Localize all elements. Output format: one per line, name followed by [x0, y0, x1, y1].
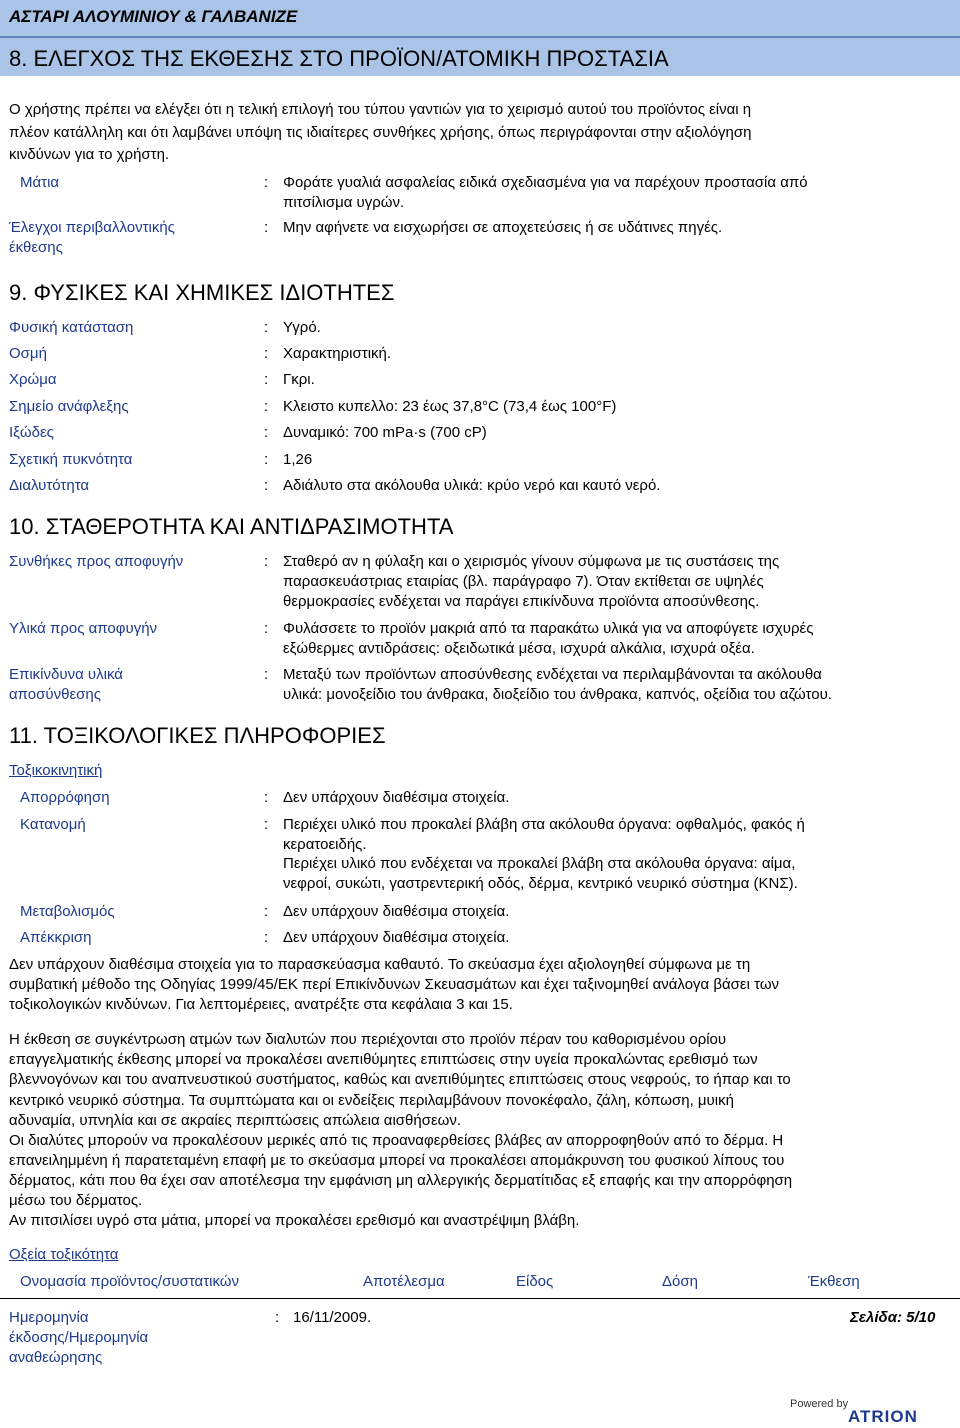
colon: :	[264, 477, 269, 494]
prop-value: Υγρό.	[283, 319, 321, 336]
atrion-logo	[790, 1398, 950, 1426]
logo-brand: ATRION	[848, 1407, 918, 1426]
footer-date-label: έκδοσης/Ημερομηνία	[9, 1329, 149, 1346]
distribution-value: κερατοειδής.	[283, 836, 367, 853]
colon: :	[264, 620, 269, 637]
prop-label: Διαλυτότητα	[9, 477, 90, 494]
col-header-species: Είδος	[516, 1273, 554, 1290]
prop-label: Οσμή	[9, 345, 47, 362]
toxicokinetics-heading: Τοξικοκινητική	[9, 762, 103, 779]
colon: :	[264, 929, 269, 946]
section-8-header	[0, 36, 960, 76]
col-header-exposure: Έκθεση	[808, 1273, 860, 1290]
acute-toxicity-heading: Οξεία τοξικότητα	[9, 1246, 119, 1263]
colon: :	[264, 553, 269, 570]
footer-divider	[0, 1298, 960, 1299]
mat-label: Υλικά προς αποφυγήν	[9, 620, 158, 637]
prop-value: Γκρι.	[283, 371, 315, 388]
para2-line: βλεννογόνων και του αναπνευστικού συστήματος, καθώς και ανεπιθύμητες επιπτώσεις στους νεφρούς, το ήπαρ και το	[9, 1071, 791, 1088]
document-title: ΑΣΤΑΡΙ ΑΛΟΥΜΙΝΙΟΥ & ΓΑΛΒΑΝΙΖΕ	[9, 7, 298, 26]
col-header-product: Ονομασία προϊόντος/συστατικών	[20, 1273, 239, 1290]
mat-value: εξώθερμες αντιδράσεις: οξειδωτικά μέσα, ισχυρά αλκάλια, ισχυρά οξέα.	[283, 640, 755, 657]
sec8-intro-line: πλέον κατάλληλη και ότι λαμβάνει υπόψη τις ιδιαίτερες συνθήκες χρήσης, όπως περιγράφονται στην αξιολόγηση	[9, 124, 752, 141]
prop-label: Σχετική πυκνότητα	[9, 451, 133, 468]
colon: :	[264, 319, 269, 336]
haz-label: Επικίνδυνα υλικά	[9, 666, 123, 683]
prop-value: Αδιάλυτο στα ακόλουθα υλικά: κρύο νερό και καυτό νερό.	[283, 477, 661, 494]
colon: :	[264, 666, 269, 683]
env-value: Μην αφήνετε να εισχωρήσει σε αποχετεύσεις ή σε υδάτινες πηγές.	[283, 219, 723, 236]
cond-label: Συνθήκες προς αποφυγήν	[9, 553, 184, 570]
haz-value: υλικά: μονοξείδιο του άνθρακα, διοξείδιο του άνθρακα, καπνός, οξείδια του αζώτου.	[283, 686, 832, 703]
colon: :	[264, 219, 269, 236]
prop-label: Ιξώδες	[9, 424, 54, 441]
prop-value: Κλειστο κυπελλο: 23 έως 37,8°C (73,4 έως 100°F)	[283, 398, 617, 415]
env-label: Έλεγχοι περιβαλλοντικής	[9, 219, 175, 236]
footer-page-number: Σελίδα: 5/10	[850, 1309, 936, 1326]
colon: :	[264, 424, 269, 441]
sec8-intro-line: κινδύνων για το χρήστη.	[9, 146, 170, 163]
colon: :	[264, 345, 269, 362]
para2-line: αδυναμία, υπνηλία και σε ακραίες περιπτώσεις απώλεια αισθήσεων.	[9, 1112, 462, 1129]
para1-line: συμβατική μέθοδο της Οδηγίας 1999/45/ΕΚ περί Επικίνδυνων Σκευασμάτων και έχει ταξινομηθεί ανάλογα βάσει των	[9, 976, 780, 993]
para2-line: δέρματος, κάτι που θα έχει σαν αποτέλεσμα την εμφάνιση μη αλλεργικής δερματίτιδας εξ επαφής και την απορρόφηση	[9, 1172, 793, 1189]
colon: :	[275, 1309, 280, 1326]
distribution-value: Περιέχει υλικό που ενδέχεται να προκαλεί βλάβη στα ακόλουθα όργανα: αίμα,	[283, 855, 796, 872]
section-9-title: 9. ΦΥΣΙΚΕΣ ΚΑΙ ΧΗΜΙΚΕΣ ΙΔΙΟΤΗΤΕΣ	[9, 280, 395, 305]
eyes-label: Μάτια	[20, 174, 60, 191]
prop-value: Δυναμικό: 700 mPa·s (700 cP)	[283, 424, 487, 441]
colon: :	[264, 789, 269, 806]
para2-line: μέσω του δέρματος.	[9, 1192, 143, 1209]
colon: :	[264, 816, 269, 833]
cond-value: Σταθερό αν η φύλαξη και ο χειρισμός γίνουν σύμφωνα με τις συστάσεις της	[283, 553, 780, 570]
absorption-value: Δεν υπάρχουν διαθέσιμα στοιχεία.	[283, 789, 510, 806]
section-8-title: 8. ΕΛΕΓΧΟΣ ΤΗΣ ΕΚΘΕΣΗΣ ΣΤΟ ΠΡΟΪΟΝ/ΑΤΟΜΙΚΗ ΠΡΟΣΤΑΣΙΑ	[9, 46, 669, 71]
metabolism-value: Δεν υπάρχουν διαθέσιμα στοιχεία.	[283, 903, 510, 920]
col-header-result: Αποτέλεσμα	[363, 1273, 445, 1290]
para2-line: Οι διαλύτες μπορούν να προκαλέσουν μερικές από τις προαναφερθείσες βλάβες αν απορροφηθούν από το δέρμα. Η	[9, 1132, 784, 1149]
mat-value: Φυλάσσετε το προϊόν μακριά από τα παρακάτω υλικά για να αποφύγετε ισχυρές	[283, 620, 814, 637]
prop-label: Φυσική κατάσταση	[9, 319, 134, 336]
eyes-value: πιτσίλισμα υγρών.	[283, 194, 405, 211]
footer-date-value: 16/11/2009.	[293, 1309, 372, 1326]
para2-line: Αν πιτσιλίσει υγρό στα μάτια, μπορεί να προκαλέσει ερεθισμό και αναστρέψιμη βλάβη.	[9, 1212, 580, 1229]
para1-line: Δεν υπάρχουν διαθέσιμα στοιχεία για το παρασκεύασμα καθαυτό. Το σκεύασμα έχει αξιολογηθεί σύμφωνα με τη	[9, 956, 751, 973]
colon: :	[264, 371, 269, 388]
metabolism-label: Μεταβολισμός	[20, 903, 115, 920]
section-10-title: 10. ΣΤΑΘΕΡΟΤΗΤΑ ΚΑΙ ΑΝΤΙΔΡΑΣΙΜΟΤΗΤΑ	[9, 514, 454, 539]
para2-line: Η έκθεση σε συγκέντρωση ατμών των διαλυτών που περιέχονται στο προϊόν πέραν του καθορισμένου ορίου	[9, 1031, 727, 1048]
document-header-bar	[0, 0, 960, 36]
haz-label: αποσύνθεσης	[9, 686, 101, 703]
colon: :	[264, 174, 269, 191]
prop-value: Χαρακτηριστική.	[283, 345, 392, 362]
prop-label: Σημείο ανάφλεξης	[9, 398, 129, 415]
eyes-value: Φοράτε γυαλιά ασφαλείας ειδικά σχεδιασμένα για να παρέχουν προστασία από	[283, 174, 808, 191]
prop-value: 1,26	[283, 451, 313, 468]
excretion-value: Δεν υπάρχουν διαθέσιμα στοιχεία.	[283, 929, 510, 946]
env-label: έκθεσης	[9, 239, 63, 256]
distribution-value: Περιέχει υλικό που προκαλεί βλάβη στα ακόλουθα όργανα: οφθαλμός, φακός ή	[283, 816, 805, 833]
prop-label: Χρώμα	[9, 371, 57, 388]
absorption-label: Απορρόφηση	[20, 789, 110, 806]
sec8-intro-line: Ο χρήστης πρέπει να ελέγξει ότι η τελική επιλογή του τύπου γαντιών για το χειρισμό αυτού του προϊόντος είναι η	[9, 101, 752, 118]
footer-date-label: Ημερομηνία	[9, 1309, 89, 1326]
para2-line: επαγγελματικής έκθεσης μπορεί να προκαλέσει ανεπιθύμητες επιπτώσεις στην υγεία προκαλώντας ερεθισμό των	[9, 1051, 758, 1068]
cond-value: παρασκευάστριας εταιρίας (βλ. παράγραφο 7). Όταν εκτίθεται σε υψηλές	[283, 573, 764, 590]
excretion-label: Απέκκριση	[20, 929, 92, 946]
section-11-title: 11. ΤΟΞΙΚΟΛΟΓΙΚΕΣ ΠΛΗΡΟΦΟΡΙΕΣ	[9, 723, 386, 748]
haz-value: Μεταξύ των προϊόντων αποσύνθεσης ενδέχεται να περιλαμβάνονται τα ακόλουθα	[283, 666, 822, 683]
logo-powered-by: Powered by	[790, 1398, 849, 1410]
para2-line: κεντρικό νευρικό σύστημα. Τα συμπτώματα και οι ενδείξεις περιλαμβάνουν πονοκέφαλο, ζάλη, κόπωση, μυική	[9, 1092, 734, 1109]
footer-date-label: αναθεώρησης	[9, 1349, 103, 1366]
para2-line: επανειλημμένη ή παρατεταμένη επαφή με το σκεύασμα μπορεί να προκαλέσει απομάκρυνση του φυσικού λίπους του	[9, 1152, 785, 1169]
cond-value: θερμοκρασίες ενδέχεται να παράγει επικίνδυνα προϊόντα αποσύνθεσης.	[283, 593, 760, 610]
colon: :	[264, 451, 269, 468]
distribution-label: Κατανομή	[20, 816, 86, 833]
colon: :	[264, 398, 269, 415]
col-header-dose: Δόση	[662, 1273, 698, 1290]
para1-line: τοξικολογικών κινδύνων. Για λεπτομέρειες, ανατρέξτε στα κεφάλαια 3 και 15.	[9, 996, 513, 1013]
colon: :	[264, 903, 269, 920]
distribution-value: νεφροί, συκώτι, γαστρεντερική οδός, δέρμα, κεντρικό νευρικό σύστημα (ΚΝΣ).	[283, 875, 798, 892]
